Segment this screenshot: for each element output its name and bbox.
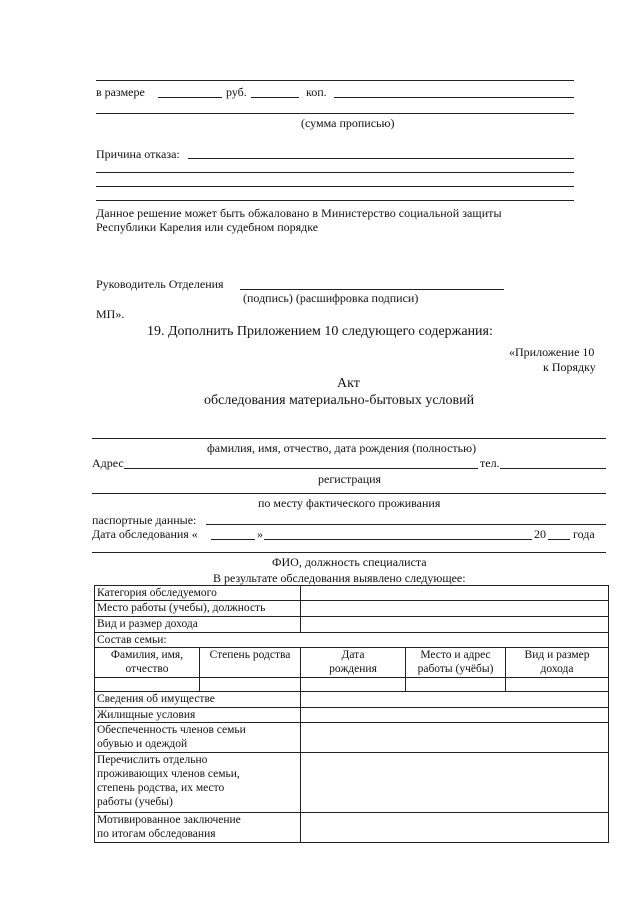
col-place-l2: работы (учёбы) xyxy=(417,663,494,675)
table-row xyxy=(95,601,609,617)
item-19-text: 19. Дополнить Приложением 10 следующего содержания: xyxy=(147,324,493,339)
exam-date-quote: » xyxy=(257,527,263,541)
income-label: Вид и размер дохода xyxy=(95,617,301,633)
col-income xyxy=(506,648,609,678)
rub-label: руб. xyxy=(226,85,247,99)
table-row xyxy=(95,708,609,723)
housing-value xyxy=(301,708,609,723)
separate-l2: проживающих членов семьи, xyxy=(97,768,240,780)
appeal-text-line2: Республики Карелия или судебном порядке xyxy=(96,220,319,234)
separate-l3: степень родства, их место xyxy=(97,782,225,794)
col-birth-l1: Дата xyxy=(341,649,365,661)
specialist-caption: ФИО, должность специалиста xyxy=(272,555,427,569)
property-value xyxy=(301,692,609,708)
amount-caption: (сумма прописью) xyxy=(301,116,395,130)
table-row xyxy=(95,692,609,708)
col-place-l1: Место и адрес xyxy=(420,649,491,661)
specialist-line xyxy=(92,552,606,553)
housing-label: Жилищные условия xyxy=(95,708,301,723)
col-birth-l2: рождения xyxy=(329,663,377,675)
exam-date-label: Дата обследования « xyxy=(92,527,198,541)
signature-caption: (подпись) (расшифровка подписи) xyxy=(243,291,419,305)
clothing-label xyxy=(95,723,301,753)
separate-l1: Перечислить отдельно xyxy=(97,754,208,766)
income-value xyxy=(301,617,609,633)
tel-line xyxy=(500,468,606,469)
separate-value xyxy=(301,753,609,813)
col-name-l2: отчество xyxy=(125,663,169,675)
appendix-line2: к Порядку xyxy=(543,360,596,374)
amount-kop-line xyxy=(251,97,299,98)
table-row xyxy=(95,586,609,601)
top-rule xyxy=(96,80,574,81)
table-row xyxy=(95,723,609,753)
tel-label: тел. xyxy=(480,456,500,470)
col-relation: Степень родства xyxy=(200,648,301,678)
col-name-l1: Фамилия, имя, xyxy=(110,649,184,661)
family-empty-row xyxy=(95,678,609,692)
col-birth xyxy=(301,648,406,678)
exam-month-line xyxy=(264,539,532,540)
result-intro: В результате обследования выявлено следующее: xyxy=(213,571,466,585)
exam-day-line xyxy=(211,539,255,540)
separate-label xyxy=(95,753,301,813)
table-row xyxy=(95,753,609,813)
act-title: Акт xyxy=(337,376,360,391)
work-value xyxy=(301,601,609,617)
refusal-line-2 xyxy=(96,172,574,173)
refusal-line-1 xyxy=(188,158,574,159)
amount-prefix: в размере xyxy=(96,85,145,99)
passport-line xyxy=(206,524,606,525)
clothing-value xyxy=(301,723,609,753)
category-label: Категория обследуемого xyxy=(95,586,301,601)
appendix-line1: «Приложение 10 xyxy=(509,345,595,359)
refusal-line-3 xyxy=(96,186,574,187)
actual-residence-caption: по месту фактического проживания xyxy=(258,496,441,510)
table-row xyxy=(95,813,609,843)
family-label: Состав семьи: xyxy=(95,633,609,648)
head-label: Руководитель Отделения xyxy=(96,277,224,291)
conclusion-value xyxy=(301,813,609,843)
table-row xyxy=(95,633,609,648)
head-signature-line xyxy=(240,289,504,290)
property-label: Сведения об имуществе xyxy=(95,692,301,708)
amount-rub-line xyxy=(158,97,222,98)
registration-caption: регистрация xyxy=(318,472,382,486)
col-income-l1: Вид и размер xyxy=(524,649,590,661)
address-label: Адрес xyxy=(92,456,124,470)
amount-words-line-2 xyxy=(96,113,574,114)
conclusion-label xyxy=(95,813,301,843)
fio-line xyxy=(92,438,606,439)
conclusion-l1: Мотивированное заключение xyxy=(97,814,241,826)
act-subtitle: обследования материально-бытовых условий xyxy=(204,393,475,408)
actual-residence-line xyxy=(92,493,606,494)
clothing-l1: Обеспеченность членов семьи xyxy=(97,724,246,736)
survey-table xyxy=(94,585,609,843)
col-place xyxy=(406,648,506,678)
clothing-l2: обувью и одеждой xyxy=(97,738,188,750)
fio-caption: фамилия, имя, отчество, дата рождения (полностью) xyxy=(207,441,477,455)
year-prefix: 20 xyxy=(534,527,546,541)
year-label: года xyxy=(573,527,595,541)
appeal-text-line1: Данное решение может быть обжаловано в Министерство социальной защиты xyxy=(96,206,502,220)
year-line xyxy=(548,539,570,540)
passport-label: паспортные данные: xyxy=(92,513,197,527)
refusal-reason-label: Причина отказа: xyxy=(96,147,180,161)
mp-label: МП». xyxy=(96,307,125,321)
amount-words-line xyxy=(334,97,574,98)
col-income-l2: дохода xyxy=(540,663,574,675)
address-line xyxy=(124,468,478,469)
family-header-row xyxy=(95,648,609,678)
separate-l4: работы (учебы) xyxy=(97,796,173,808)
refusal-line-4 xyxy=(96,200,574,201)
col-name xyxy=(95,648,200,678)
work-label: Место работы (учебы), должность xyxy=(95,601,301,617)
kop-label: коп. xyxy=(306,85,327,99)
table-row xyxy=(95,617,609,633)
category-value xyxy=(301,586,609,601)
conclusion-l2: по итогам обследования xyxy=(97,828,216,840)
